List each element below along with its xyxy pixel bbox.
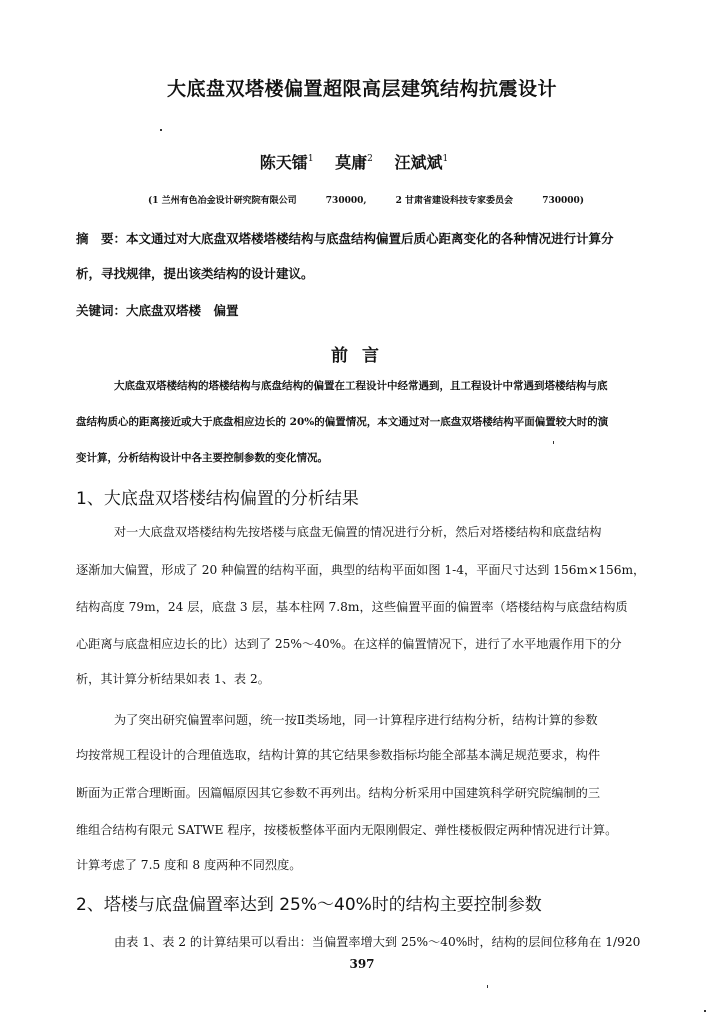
author-list <box>0 150 724 173</box>
section-1-heading: 1、大底盘双塔楼结构偏置的分析结果 <box>76 489 359 509</box>
affiliation-org-1: (1 兰州有色冶金设计研究院有限公司 <box>148 196 297 206</box>
author-name: 汪斌斌 <box>394 153 443 172</box>
keywords-text: 大底盘双塔楼 偏置 <box>126 303 239 318</box>
preface-line: 大底盘双塔楼结构的塔楼结构与底盘结构的偏置在工程设计中经常遇到，且工程设计中常遇到塔楼结构与底 <box>114 380 608 392</box>
scan-speck <box>160 129 162 131</box>
body-line: 析，其计算分析结果如表 1、表 2。 <box>76 672 270 686</box>
abstract-line-2: 析，寻找规律，提出该类结构的设计建议。 <box>76 266 314 281</box>
preface-line: 盘结构质心的距离接近或大于底盘相应边长的 20%的偏置情况，本文通过对一底盘双塔楼结构平面偏置较大时的演 <box>76 416 609 428</box>
author-name: 陈天镭 <box>259 153 308 172</box>
scan-speck <box>704 1010 706 1012</box>
page-number: 397 <box>349 957 375 971</box>
author-affiliation-mark: 1 <box>307 154 314 164</box>
body-line: 断面为正常合理断面。因篇幅原因其它参数不再列出。结构分析采用中国建筑科学研究院编制的三 <box>76 786 601 800</box>
body-line: 对一大底盘双塔楼结构先按塔楼与底盘无偏置的情况进行分析，然后对塔楼结构和底盘结构 <box>114 525 602 539</box>
affiliation-org-2: 2 甘肃省建设科技专家委员会 <box>395 196 514 206</box>
body-line: 结构高度 79m，24 层，底盘 3 层，基本柱网 7.8m，这些偏置平面的偏置率（塔楼结构与底盘结构质 <box>76 600 628 614</box>
section-2-heading: 2、塔楼与底盘偏置率达到 25%～40%时的结构主要控制参数 <box>76 895 542 915</box>
body-line: 均按常规工程设计的合理值选取，结构计算的其它结果参数指标均能全部基本满足规范要求，构件 <box>76 748 601 762</box>
abstract-text: 本文通过对大底盘双塔楼塔楼结构与底盘结构偏置后质心距离变化的各种情况进行计算分 <box>126 231 614 246</box>
paper-title: 大底盘双塔楼偏置超限高层建筑结构抗震设计 <box>166 78 557 100</box>
keywords-label: 关键词： <box>76 303 127 318</box>
author-affiliation-mark: 1 <box>442 154 449 164</box>
body-line: 由表 1、表 2 的计算结果可以看出：当偏置率增大到 25%～40%时，结构的层间位移角在 1/920 <box>114 935 641 949</box>
preface-line: 变计算，分析结构设计中各主要控制参数的变化情况。 <box>76 452 328 464</box>
author-name: 莫庸 <box>335 153 368 172</box>
author-affiliation-mark: 2 <box>367 154 373 164</box>
abstract-label: 摘 要： <box>76 231 127 246</box>
affiliation-line <box>148 193 610 206</box>
preface-heading: 前言 <box>331 346 393 366</box>
abstract-line-1 <box>76 229 614 247</box>
affiliation-zip-1: 730000, <box>325 196 367 206</box>
body-line: 为了突出研究偏置率问题，统一按Ⅱ类场地，同一计算程序进行结构分析，结构计算的参数 <box>114 713 598 727</box>
body-line: 维组合结构有限元 SATWE 程序，按楼板整体平面内无限刚假定、弹性楼板假定两种情况进行计算。 <box>76 823 618 837</box>
scan-speck <box>487 985 488 988</box>
affiliation-zip-2: 730000) <box>542 196 585 206</box>
body-line: 心距离与底盘相应边长的比）达到了 25%～40%。在这样的偏置情况下，进行了水平地震作用下的分 <box>76 637 622 651</box>
scan-speck <box>553 441 554 444</box>
body-line: 计算考虑了 7.5 度和 8 度两种不同烈度。 <box>76 858 302 872</box>
body-line: 逐渐加大偏置，形成了 20 种偏置的结构平面，典型的结构平面如图 1-4，平面尺寸达到 156m×156m， <box>76 563 646 577</box>
keywords-line <box>76 301 239 319</box>
